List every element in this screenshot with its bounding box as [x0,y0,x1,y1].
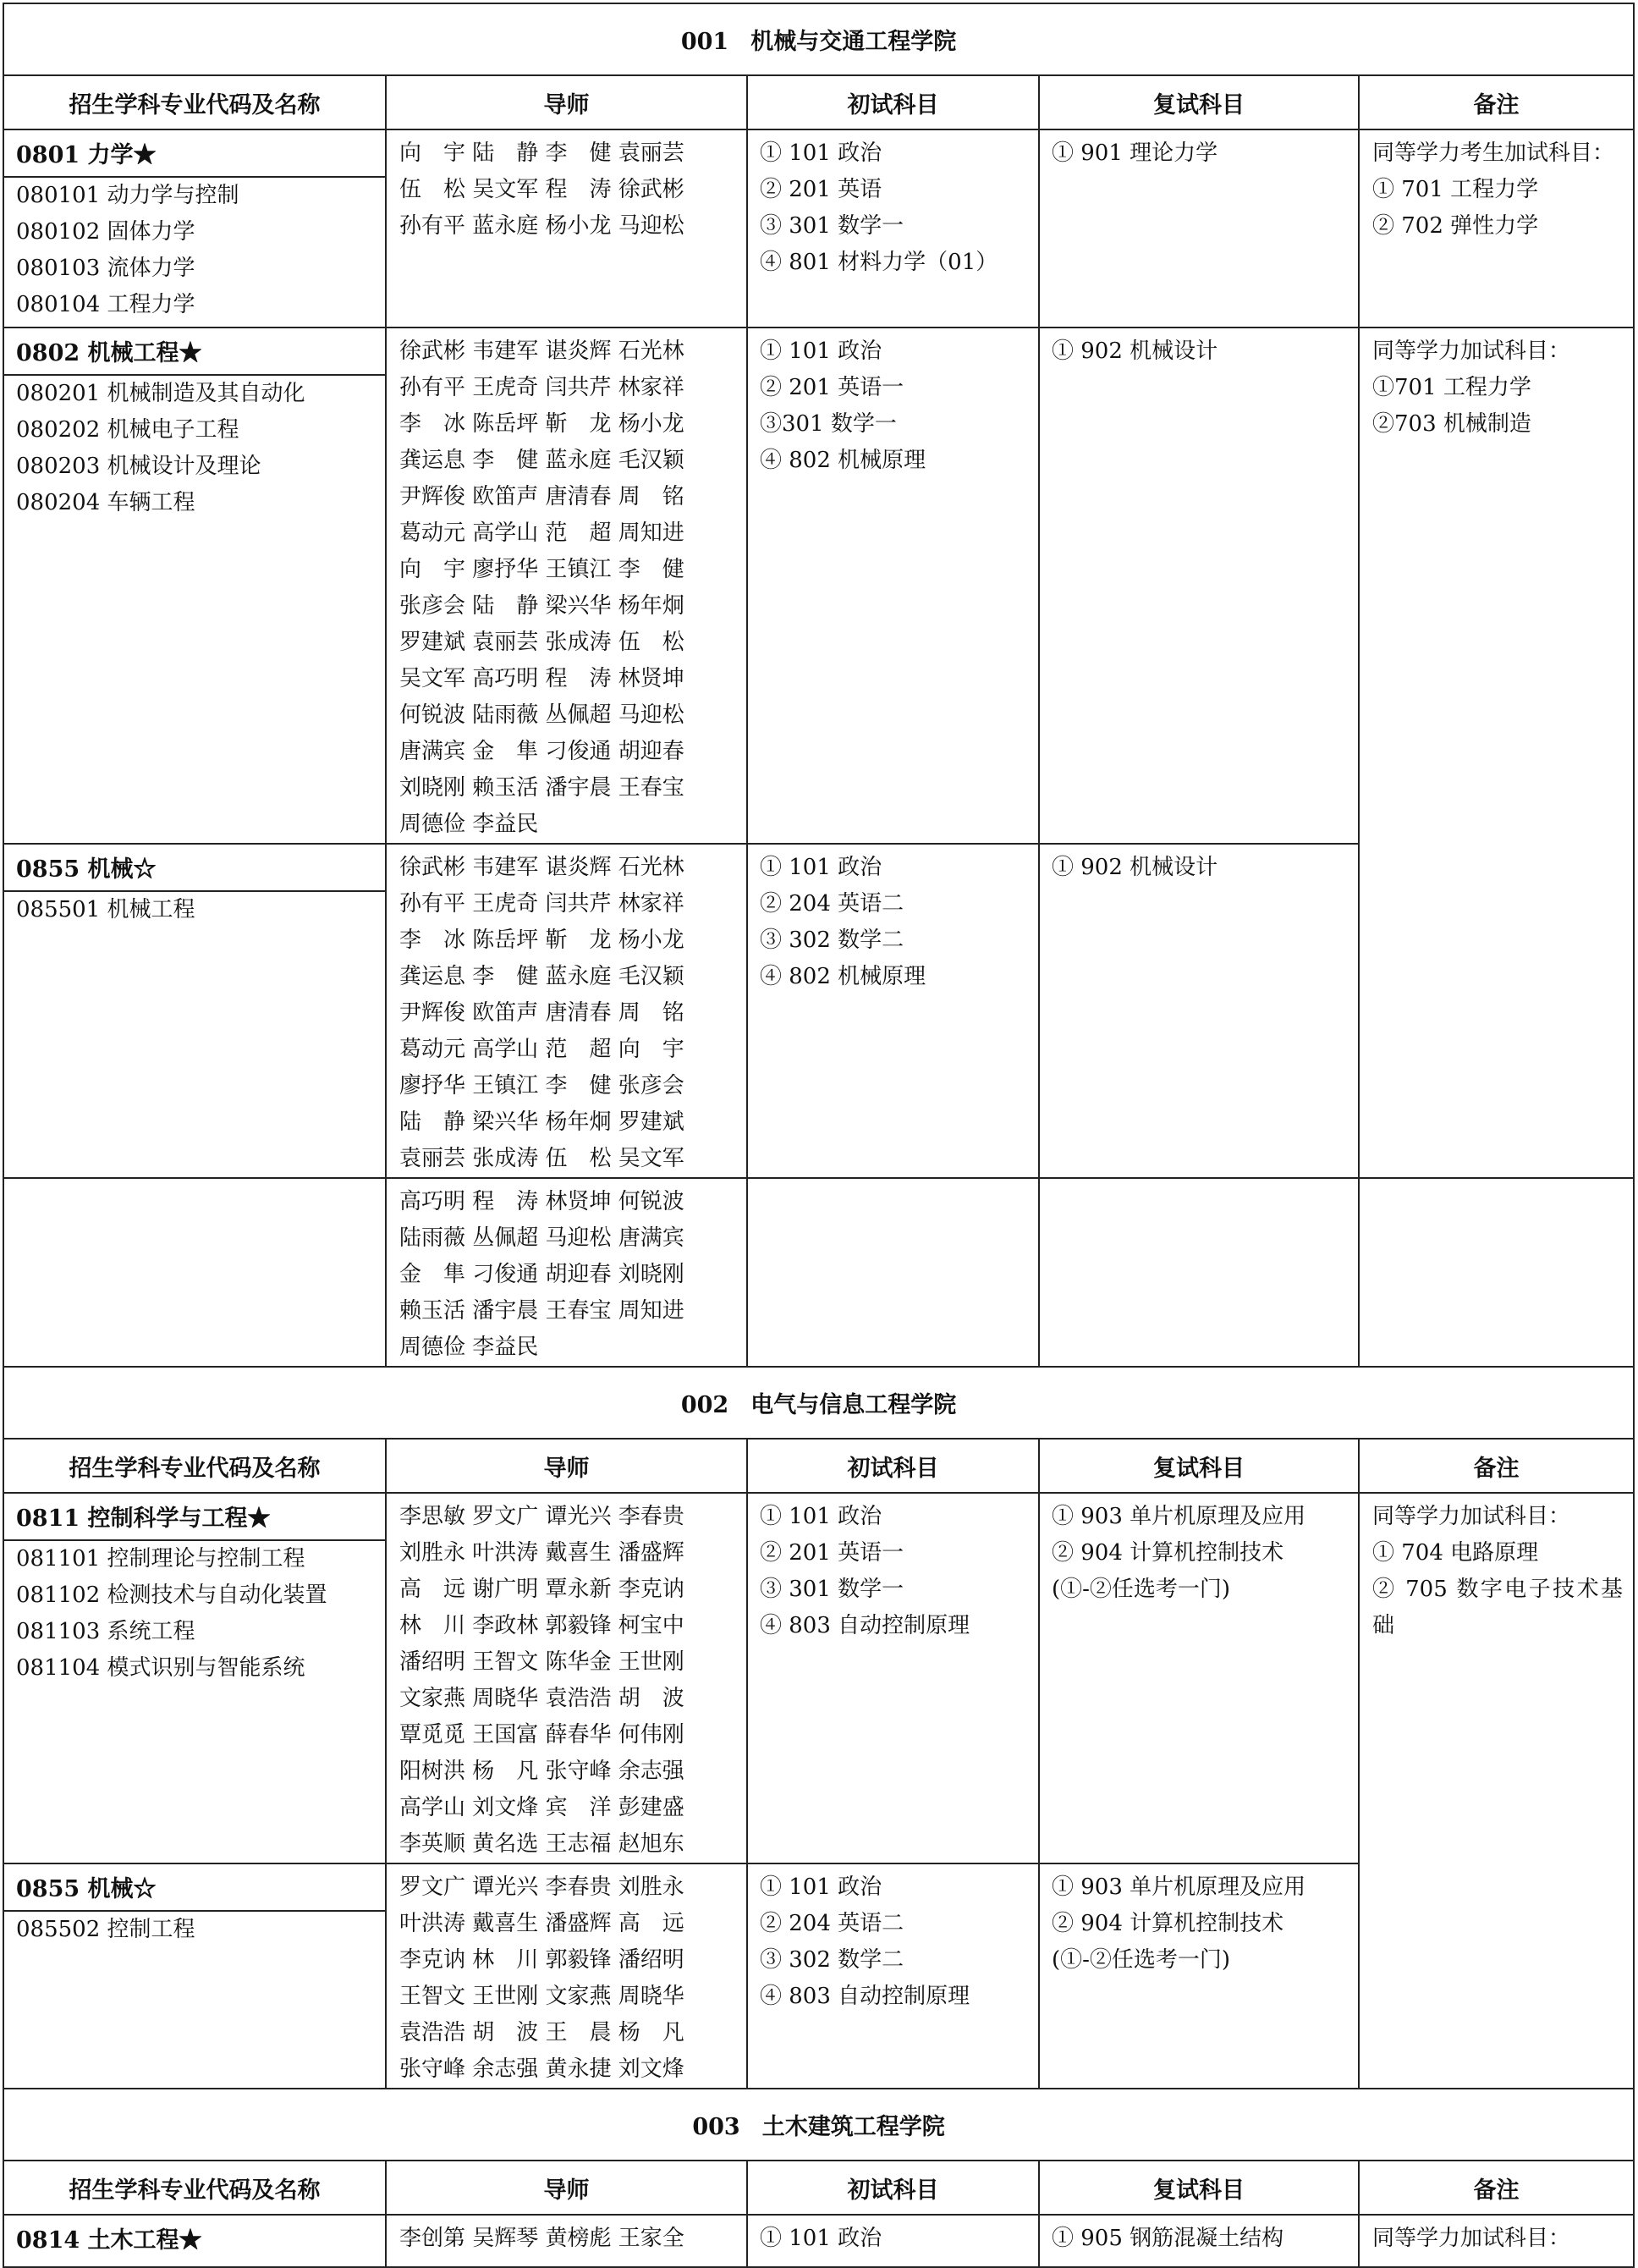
exam-subject: ③ 302 数学二 [760,1947,904,1973]
advisor-line: 李 冰 陈岳坪 靳 龙 杨小龙 [399,928,684,953]
advisor-line: 叶洪涛 戴喜生 潘盛辉 高 远 [399,1911,684,1936]
exam-subject: ④ 802 机械原理 [760,964,926,989]
major-cell [3,1863,386,2089]
advisor-line: 袁丽芸 张成涛 伍 松 吴文军 [399,1146,684,1171]
header-notes: 备注 [1359,2161,1634,2215]
initial-exam-cell [747,1493,1039,1863]
advisor-line: 孙有平 蓝永庭 杨小龙 马迎松 [399,213,684,239]
exam-subject: ① 902 机械设计 [1052,855,1218,880]
major-cell [3,2215,386,2267]
program-row [3,2215,1634,2267]
note-line: ① 704 电路原理 [1372,1540,1539,1566]
sub-majors [4,1541,385,1687]
exam-subject: ① 903 单片机原理及应用 [1052,1874,1306,1900]
program-row [3,328,1634,844]
college-name: 土木建筑工程学院 [761,2114,945,2140]
major-title: 0802 机械工程★ [4,328,385,376]
advisors-cell [386,129,747,328]
header-retest-exam: 复试科目 [1039,2161,1359,2215]
sub-major: 080102 固体力学 [16,219,195,245]
exam-subject: ③301 数学一 [760,411,897,437]
advisor-line: 陆雨薇 丛佩超 马迎松 唐满宾 [399,1225,684,1251]
advisor-line: 李思敏 罗文广 谭光兴 李春贵 [399,1504,684,1529]
empty-cell [1039,1178,1359,1367]
empty-cell [3,1178,386,1367]
sub-major: 081102 检测技术与自动化装置 [16,1583,327,1608]
advisor-line: 徐武彬 韦建军 谌炎辉 石光林 [399,339,684,364]
college-header-row [3,1367,1634,1439]
advisor-line: 高巧明 程 涛 林贤坤 何锐波 [399,1189,684,1214]
advisors-cell [386,328,747,844]
major-title: 0814 土木工程★ [16,2227,202,2254]
initial-exam-cell [747,328,1039,844]
column-header-row [3,1439,1634,1493]
header-major: 招生学科专业代码及名称 [3,1439,386,1493]
exam-subject: ③ 302 数学二 [760,928,904,953]
notes-cell [1359,2215,1634,2267]
advisor-line: 周德俭 李益民 [399,812,539,837]
header-retest-exam: 复试科目 [1039,75,1359,129]
exam-subject: ① 101 政治 [760,1504,882,1529]
retest-exam-cell [1039,1493,1359,1863]
column-header-row [3,75,1634,129]
college-name: 机械与交通工程学院 [750,29,957,55]
initial-exam-cell [747,1863,1039,2089]
advisor-line: 李英顺 黄名选 王志福 赵旭东 [399,1831,684,1857]
advisor-line: 潘绍明 王智文 陈华金 王世刚 [399,1649,684,1675]
header-major: 招生学科专业代码及名称 [3,75,386,129]
advisor-line: 伍 松 吴文军 程 涛 徐武彬 [399,177,684,202]
header-notes: 备注 [1359,1439,1634,1493]
exam-subject: ① 101 政治 [760,855,882,880]
advisors-cell [386,1178,747,1367]
sub-major: 085501 机械工程 [16,897,195,922]
advisor-line: 李克讷 林 川 郭毅锋 潘绍明 [399,1947,684,1973]
advisor-line: 龚运息 李 健 蓝永庭 毛汉颖 [399,448,684,473]
advisor-line: 金 隼 刁俊通 胡迎春 刘晓刚 [399,1262,684,1287]
retest-exam-cell [1039,1863,1359,2089]
advisor-line: 唐满宾 金 隼 刁俊通 胡迎春 [399,739,684,764]
sub-major: 081101 控制理论与控制工程 [16,1546,305,1572]
note-line: ②703 机械制造 [1372,411,1531,437]
major-title: 0801 力学★ [4,130,385,178]
major-cell [3,844,386,1178]
exam-subject: ① 901 理论力学 [1052,140,1218,166]
exam-subject: ② 204 英语二 [760,1911,904,1936]
sub-major: 080101 动力学与控制 [16,183,239,208]
note-text: 同等学力加试科目： [1372,339,1571,364]
note-line: 同等学力加试科目： [1372,1504,1571,1529]
exam-subject: ② 904 计算机控制技术 [1052,1540,1284,1566]
header-initial-exam: 初试科目 [747,1439,1039,1493]
exam-subject: (①-②任选考一门) [1052,1577,1231,1602]
program-row [3,129,1634,328]
advisor-line: 廖抒华 王镇江 李 健 张彦会 [399,1073,684,1098]
advisor-line: 赖玉活 潘宇晨 王春宝 周知进 [399,1298,684,1324]
major-title: 0811 控制科学与工程★ [4,1494,385,1541]
sub-major: 080203 机械设计及理论 [16,454,261,479]
sub-major: 080104 工程力学 [16,292,195,317]
exam-subject: ① 902 机械设计 [1052,339,1218,364]
sub-major: 080202 机械电子工程 [16,417,239,443]
advisor-line: 文家燕 周晓华 袁浩浩 胡 波 [399,1686,684,1711]
sub-major: 080103 流体力学 [16,256,195,281]
sub-majors [4,178,385,323]
exam-subject: ① 905 钢筋混凝土结构 [1052,2226,1284,2251]
retest-exam-cell [1039,2215,1359,2267]
empty-cell [747,1178,1039,1367]
header-advisors: 导师 [386,1439,747,1493]
continuation-row [3,1178,1634,1367]
retest-exam-cell [1039,129,1359,328]
exam-subject: ② 904 计算机控制技术 [1052,1911,1284,1936]
sub-majors [4,376,385,521]
note-text: ② 705 数字电子技术基础 [1372,1577,1624,1638]
column-header-row [3,2161,1634,2215]
advisors-cell [386,1863,747,2089]
exam-subject: ③ 301 数学一 [760,1577,904,1602]
advisor-line: 孙有平 王虎奇 闫共芹 林家祥 [399,375,684,400]
advisor-line: 龚运息 李 健 蓝永庭 毛汉颖 [399,964,684,989]
advisor-line: 向 宇 陆 静 李 健 袁丽芸 [399,140,684,166]
note-line: ① 701 工程力学 [1372,177,1539,202]
college-title [3,2089,1634,2161]
advisor-line: 孙有平 王虎奇 闫共芹 林家祥 [399,891,684,917]
sub-majors [4,1912,385,1948]
header-notes: 备注 [1359,75,1634,129]
advisor-line: 高 远 谢广明 覃永新 李克讷 [399,1577,684,1602]
major-cell [3,328,386,844]
exam-subject: ④ 801 材料力学（01） [760,250,998,275]
header-retest-exam: 复试科目 [1039,1439,1359,1493]
advisor-line: 葛动元 高学山 范 超 向 宇 [399,1037,684,1062]
exam-subject: ① 903 单片机原理及应用 [1052,1504,1306,1529]
advisor-line: 袁浩浩 胡 波 王 晨 杨 凡 [399,2020,684,2045]
advisor-line: 李创第 吴辉琴 黄榜彪 王家全 [399,2226,684,2251]
exam-subject: ① 101 政治 [760,339,882,364]
advisors-cell [386,844,747,1178]
header-initial-exam: 初试科目 [747,75,1039,129]
note-text: 同等学力考生加试科目： [1372,140,1615,166]
exam-subject: ① 101 政治 [760,1874,882,1900]
advisor-line: 王智文 王世刚 文家燕 周晓华 [399,1984,684,2009]
advisor-line: 李 冰 陈岳坪 靳 龙 杨小龙 [399,411,684,437]
notes-cell [1359,1493,1634,2089]
advisors-cell [386,2215,747,2267]
sub-major: 085502 控制工程 [16,1917,195,1942]
major-title: 0855 机械☆ [4,845,385,892]
header-initial-exam: 初试科目 [747,2161,1039,2215]
exam-subject: ① 101 政治 [760,140,882,166]
header-advisors: 导师 [386,75,747,129]
header-major: 招生学科专业代码及名称 [3,2161,386,2215]
sub-major: 081104 模式识别与智能系统 [16,1655,305,1681]
note-line: ② 702 弹性力学 [1372,213,1539,239]
sub-major: 081103 系统工程 [16,1619,195,1644]
advisor-line: 向 宇 廖抒华 王镇江 李 健 [399,557,684,582]
advisor-line: 刘胜永 叶洪涛 戴喜生 潘盛辉 [399,1540,684,1566]
initial-exam-cell [747,2215,1039,2267]
advisor-line: 尹辉俊 欧笛声 唐清春 周 铭 [399,484,684,509]
college-title [3,1367,1634,1439]
note-line: ①701 工程力学 [1372,375,1531,400]
exam-subject: ② 204 英语二 [760,891,904,917]
program-row [3,1493,1634,1863]
note-line: 同等学力加试科目： [1372,2226,1571,2251]
advisor-line: 徐武彬 韦建军 谌炎辉 石光林 [399,855,684,880]
sub-majors [4,892,385,928]
advisor-line: 高学山 刘文烽 宾 洋 彭建盛 [399,1795,684,1820]
empty-cell [1359,1178,1634,1367]
exam-subject: (①-②任选考一门) [1052,1947,1231,1973]
sub-major: 080201 机械制造及其自动化 [16,381,305,406]
advisor-line: 张守峰 余志强 黄永捷 刘文烽 [399,2056,684,2082]
exam-subject: ④ 802 机械原理 [760,448,926,473]
college-code: 001 [680,29,729,55]
sub-major: 080204 车辆工程 [16,490,195,515]
exam-subject: ② 201 英语 [760,177,882,202]
admissions-table [3,3,1635,2268]
header-advisors: 导师 [386,2161,747,2215]
advisor-line: 罗文广 谭光兴 李春贵 刘胜永 [399,1874,684,1900]
advisor-line: 尹辉俊 欧笛声 唐清春 周 铭 [399,1000,684,1026]
advisor-line: 覃觅觅 王国富 薛春华 何伟刚 [399,1722,684,1748]
college-name: 电气与信息工程学院 [750,1392,957,1418]
retest-exam-cell [1039,328,1359,844]
college-code: 003 [692,2114,740,2140]
initial-exam-cell [747,129,1039,328]
exam-subject: ③ 301 数学一 [760,213,904,239]
advisor-line: 周德俭 李益民 [399,1335,539,1360]
exam-subject: ② 201 英语一 [760,375,904,400]
advisors-cell [386,1493,747,1863]
advisor-line: 何锐波 陆雨薇 丛佩超 马迎松 [399,702,684,728]
advisor-line: 刘晓刚 赖玉活 潘宇晨 王春宝 [399,775,684,801]
college-header-row [3,2089,1634,2161]
advisor-line: 陆 静 梁兴华 杨年炯 罗建斌 [399,1109,684,1135]
advisor-line: 罗建斌 袁丽芸 张成涛 伍 松 [399,630,684,655]
major-title: 0855 机械☆ [4,1864,385,1912]
college-header-row [3,3,1634,75]
advisor-line: 阳树洪 杨 凡 张守峰 余志强 [399,1759,684,1784]
major-cell [3,129,386,328]
exam-subject: ① 101 政治 [760,2226,882,2251]
notes-cell [1359,328,1634,1178]
exam-subject: ④ 803 自动控制原理 [760,1613,970,1638]
college-title [3,3,1634,75]
advisor-line: 林 川 李政林 郭毅锋 柯宝中 [399,1613,684,1638]
advisor-line: 葛动元 高学山 范 超 周知进 [399,520,684,546]
initial-exam-cell [747,844,1039,1178]
major-cell [3,1493,386,1863]
notes-cell [1359,129,1634,328]
advisor-line: 张彦会 陆 静 梁兴华 杨年炯 [399,593,684,619]
retest-exam-cell [1039,844,1359,1178]
college-code: 002 [680,1392,729,1418]
exam-subject: ④ 803 自动控制原理 [760,1984,970,2009]
advisor-line: 吴文军 高巧明 程 涛 林贤坤 [399,666,684,691]
exam-subject: ② 201 英语一 [760,1540,904,1566]
